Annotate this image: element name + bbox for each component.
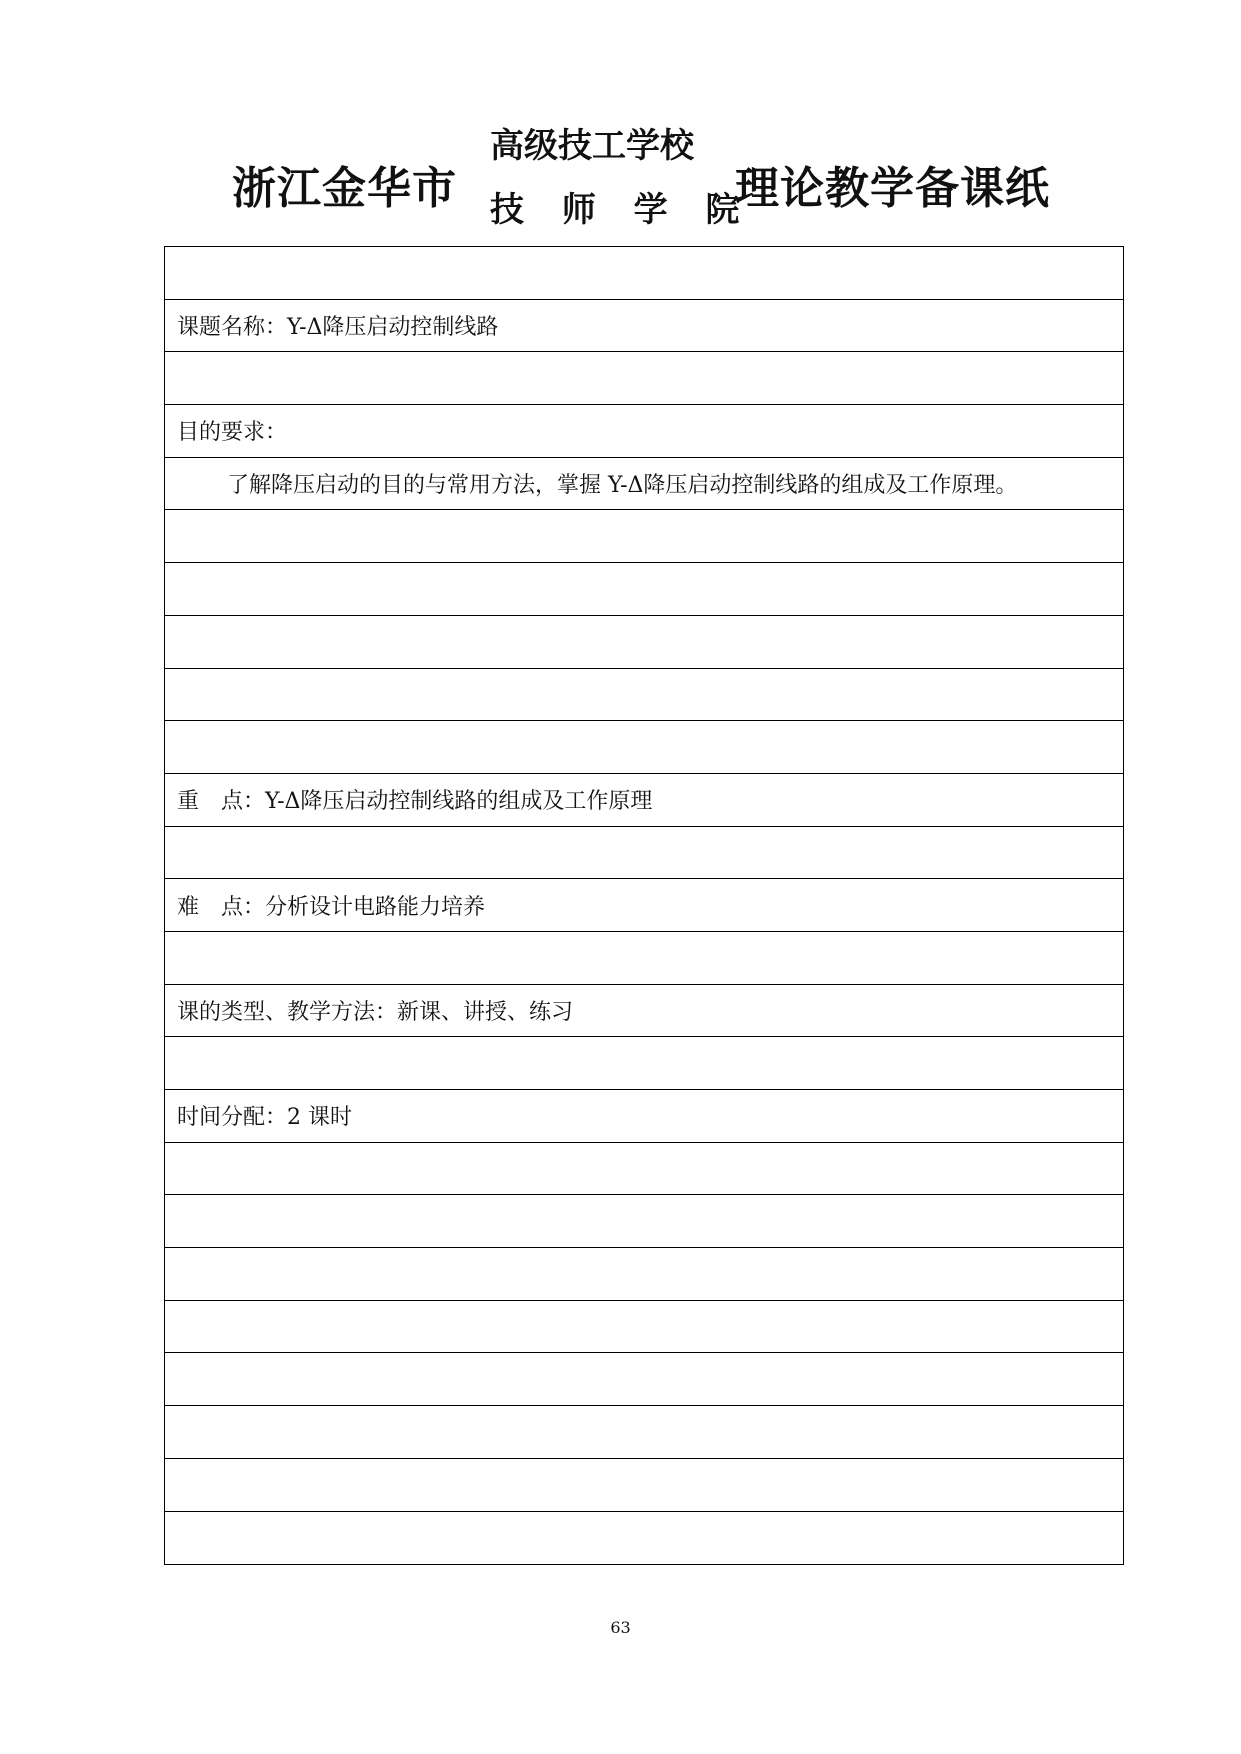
table-row — [165, 563, 1123, 616]
time-allocation: 时间分配：2 课时 — [165, 1090, 1123, 1143]
table-row — [165, 1353, 1123, 1406]
table-row — [165, 721, 1123, 774]
header-college: 技 师 学 院 — [490, 190, 750, 230]
lesson-plan-table — [164, 246, 1124, 1565]
lesson-topic: 课题名称：Y-Δ降压启动控制线路 — [165, 300, 1123, 353]
table-row — [165, 1143, 1123, 1196]
table-row — [165, 247, 1123, 300]
objectives-text: 了解降压启动的目的与常用方法，掌握 Y-Δ降压启动控制线路的组成及工作原理。 — [165, 458, 1123, 511]
table-row — [165, 827, 1123, 880]
key-point: 重 点：Y-Δ降压启动控制线路的组成及工作原理 — [165, 774, 1123, 827]
table-row — [165, 1037, 1123, 1090]
lesson-type-method: 课的类型、教学方法：新课、讲授、练习 — [165, 985, 1123, 1038]
header-city: 浙江金华市 — [232, 163, 457, 214]
table-row — [165, 1301, 1123, 1354]
difficult-point: 难 点：分析设计电路能力培养 — [165, 879, 1123, 932]
objectives-label: 目的要求： — [165, 405, 1123, 458]
table-row — [165, 1459, 1123, 1512]
page-number: 63 — [610, 1618, 631, 1637]
table-row — [165, 932, 1123, 985]
table-row — [165, 669, 1123, 722]
table-row — [165, 510, 1123, 563]
table-row — [165, 1195, 1123, 1248]
table-row — [165, 1512, 1123, 1565]
header-school: 高级技工学校 — [490, 126, 694, 166]
page-header — [0, 0, 1241, 250]
table-row — [165, 1248, 1123, 1301]
header-form-title: 理论教学备课纸 — [735, 163, 1050, 214]
table-row — [165, 1406, 1123, 1459]
table-row — [165, 616, 1123, 669]
table-row — [165, 352, 1123, 405]
